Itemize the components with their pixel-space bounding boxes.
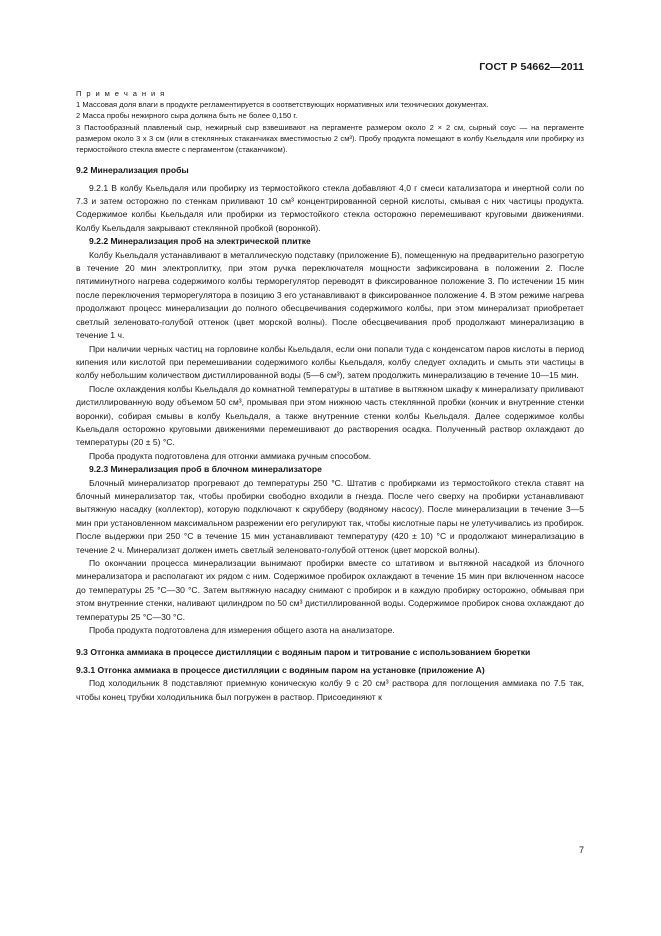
paragraph: Блочный минерализатор прогревают до температуры 250 °С. Штатив с пробирками из термостойкого стекла ставят на блочный минерализатор так, чтобы пробирки свободно входили в гнезда. После чего сверху на пробирки устанавливают вытяжную насадку (коллектор), которую подключают к скрубберу (водяному насосу). После минерализации в течение 3—5 мин при установленном максимальном разрежении его регулируют так, чтобы кислотные пары не улетучивались из пробирок. После выдержки при 250 °С в течение 15 мин устанавливают температуру (420 ± 10) °С и продолжают минерализацию в течение 2 ч. Минерализат должен иметь светлый зеленовато-голубой оттенок (цвет морской волны). <box>76 477 584 555</box>
paragraph: При наличии черных частиц на горловине колбы Кьельдаля, если они попали туда с конденсатом паров кислоты в период кипения или кислотой при перемешивании содержимого колбы Кьельдаля, колбу следует охладить и смыть эти частицы в колбу небольшим количеством дистиллированной воды (5—6 см³), затем продолжить минерализацию в течение 10—15 мин. <box>76 343 584 381</box>
document-body <box>76 88 584 704</box>
subsection-heading-9-2-2: 9.2.2 Минерализация проб на электрической плитке <box>89 236 311 247</box>
paragraph-9-2-1: 9.2.1 В колбу Кьельдаля или пробирку из термостойкого стекла добавляют 4,0 г смеси катализатора и инертной соли по 7.3 и затем осторожно по стенкам приливают 10 см³ концентрированной серной кислоты, смывая с них частицы продукта. Содержимое колбы Кьельдаля или пробирки из термостойкого стекла осторожно перемешивают круговыми движениями. Колбу Кьельдаля закрывают стеклянной пробкой (воронкой). <box>76 182 584 233</box>
paragraph: Проба продукта подготовлена для отгонки аммиака ручным способом. <box>89 450 372 461</box>
page-number: 7 <box>578 845 584 855</box>
notes-block <box>76 88 584 155</box>
paragraph: По окончании процесса минерализации вынимают пробирки вместе со штативом и вытяжной насадкой из блочного минерализатора и располагают их рядом с ним. Содержимое пробирок охлаждают в течение 15 мин при включенном насосе до температуры 25 °С—30 °С. Затем вытяжную насадку снимают с пробирок и в каждую пробирку осторожно, обмывая при этом внутренние стенки, наливают цилиндром по 50 см³ дистиллированной воды. Содержимое пробирок снова охлаждают до температуры 25 °С—30 °С. <box>76 558 584 622</box>
paragraph: После охлаждения колбы Кьельдаля до комнатной температуры в штативе в вытяжном шкафу к минерализату приливают дистиллированную воду объемом 50 см³, промывая при этом нижнюю часть стеклянной пробки (кончик и внутренние стенки воронки), собирая смывы в колбу Кьельдаля, а также внутренние стенки колбы Кьельдаля. Далее содержимое колбы Кьельдаля осторожно круговыми движениями перемешивают до растворения осадка. Полученный раствор охлаждают до температуры (20 ± 5) °С. <box>76 383 584 448</box>
note-item: 3 Пастообразный плавленый сыр, нежирный сыр взвешивают на пергаменте размером около 2 × 2 см, сырный соус — на пергаменте размером около 3 x 3 см (или в стеклянных стаканчиках вместимостью 2 см³). Пробу продукта помещают в колбу Кьельдаля или пробирку из термостойкого стекла вместе с пергаментом (стаканчиком). <box>76 122 584 155</box>
note-item: 1 Массовая доля влаги в продукте регламентируется в соответствующих нормативных или технических документах. <box>76 100 489 110</box>
section-heading-9-2: 9.2 Минерализация пробы <box>76 165 189 176</box>
section-heading-9-3: 9.3 Отгонка аммиака в процессе дистилляции с водяным паром и титрование с использованием бюретки <box>76 647 531 658</box>
subsection-heading-9-3-1: 9.3.1 Отгонка аммиака в процессе дистилляции с водяным паром на установке (приложение А) <box>76 664 485 675</box>
paragraph: Проба продукта подготовлена для измерения общего азота на анализаторе. <box>89 625 395 636</box>
notes-title: П р и м е ч а н и я <box>76 89 166 98</box>
note-item: 2 Масса пробы нежирного сыра должна быть не более 0,150 г. <box>76 111 298 121</box>
paragraph: Под холодильник 8 подставляют приемную коническую колбу 9 с 20 см³ раствора для поглощения аммиака по 7.5 так, чтобы конец трубки холодильника был погружен в раствор. Присоединяют к <box>76 678 584 702</box>
standard-designation: ГОСТ Р 54662—2011 <box>479 61 584 73</box>
paragraph: Колбу Кьельдаля устанавливают в металлическую подставку (приложение Б), помещенную на предварительно разогретую в течение 20 мин электроплитку, при этом ручка переключателя мощности зафиксирована в положении 2. После пятиминутного нагрева содержимого колбы терморегулятор переводят в фиксированное положение 3. По истечении 15 мин после переключения терморегулятора в позицию 3 его устанавливают в фиксированное положение 4. В этом режиме нагрева продолжают процесс минерализации до полного обесцвечивания содержимого колбы, при этом минерализат приобретает светлый зеленовато-голубой оттенок (цвет морской волны). После обесцвечивания проб продолжают минерализацию в течение 1 ч. <box>76 249 584 341</box>
subsection-heading-9-2-3: 9.2.3 Минерализация проб в блочном минерализаторе <box>89 464 322 475</box>
